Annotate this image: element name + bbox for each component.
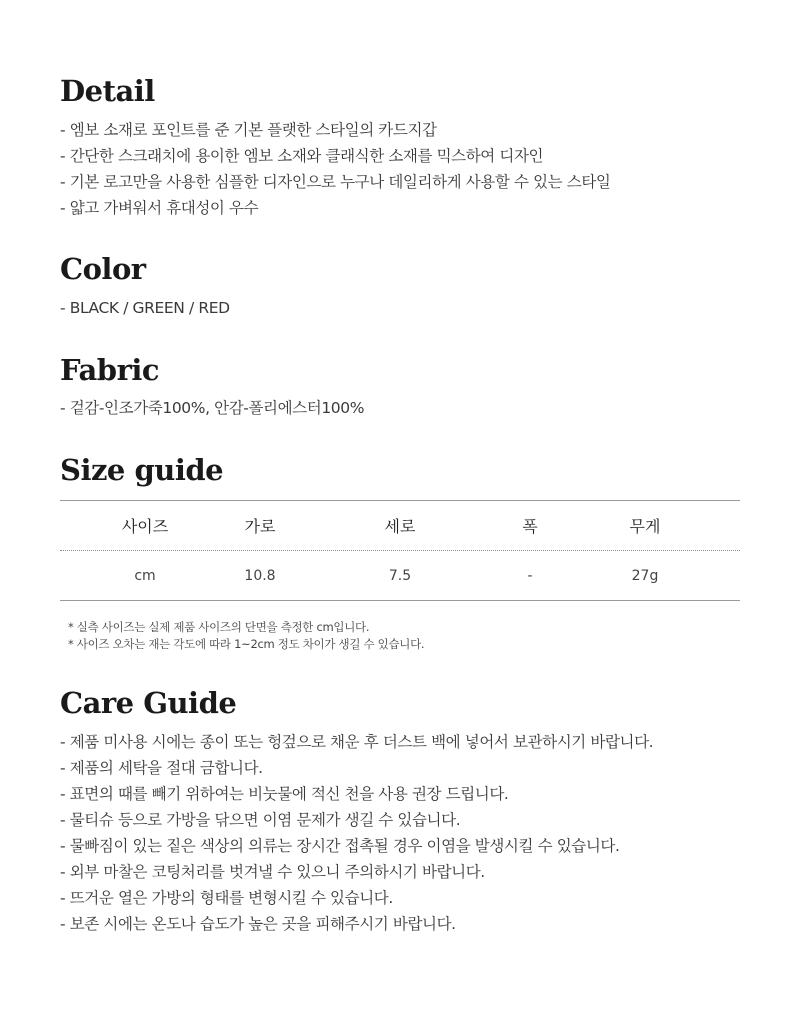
table-row	[60, 551, 740, 600]
cell-width: 10.8	[244, 567, 276, 584]
detail-heading: Detail	[60, 74, 155, 108]
color-list	[60, 295, 230, 321]
color-line: - BLACK / GREEN / RED	[60, 299, 230, 317]
care-line: - 물티슈 등으로 가방을 닦으면 이염 문제가 생길 수 있습니다.	[60, 811, 461, 829]
table-header-row	[60, 501, 740, 550]
header-width: 가로	[244, 517, 276, 536]
header-size: 사이즈	[121, 517, 169, 536]
fabric-list	[60, 395, 364, 421]
color-heading: Color	[60, 252, 146, 286]
care-line: - 물빠짐이 있는 짙은 색상의 의류는 장시간 접촉될 경우 이염을 발생시킬 수 있습니다.	[60, 837, 620, 855]
size-table	[60, 500, 740, 601]
cell-weight: 27g	[631, 567, 659, 584]
care-line: - 뜨거운 열은 가방의 형태를 변형시킬 수 있습니다.	[60, 889, 393, 907]
detail-line: - 얇고 가벼워서 휴대성이 우수	[60, 199, 259, 217]
fabric-heading: Fabric	[60, 353, 160, 387]
care-line: - 외부 마찰은 코팅처리를 벗겨낼 수 있으니 주의하시기 바랍니다.	[60, 863, 485, 881]
care-line: - 제품의 세탁을 절대 금합니다.	[60, 759, 263, 777]
care-line: - 보존 시에는 온도나 습도가 높은 곳을 피해주시기 바랍니다.	[60, 915, 456, 933]
fabric-line: - 겉감-인조가죽100%, 안감-폴리에스터100%	[60, 399, 365, 417]
care-guide-list	[60, 729, 653, 937]
cell-depth: -	[527, 567, 533, 584]
size-note: * 실측 사이즈는 실제 제품 사이즈의 단면을 측정한 cm입니다.	[68, 620, 370, 634]
header-weight: 무게	[629, 517, 661, 536]
header-depth: 폭	[522, 517, 538, 536]
cell-unit: cm	[134, 567, 156, 584]
size-note: * 사이즈 오차는 재는 각도에 따라 1~2cm 정도 차이가 생길 수 있습니다.	[68, 637, 425, 651]
size-guide-heading: Size guide	[60, 453, 224, 487]
detail-line: - 엠보 소재로 포인트를 준 기본 플랫한 스타일의 카드지갑	[60, 121, 437, 139]
care-line: - 제품 미사용 시에는 종이 또는 헝겊으로 채운 후 더스트 백에 넣어서 보관하시기 바랍니다.	[60, 733, 654, 751]
table-bottom-rule	[60, 600, 740, 601]
size-notes	[68, 619, 424, 653]
detail-line: - 기본 로고만을 사용한 심플한 디자인으로 누구나 데일리하게 사용할 수 있는 스타일	[60, 173, 611, 191]
care-guide-heading: Care Guide	[60, 686, 237, 720]
detail-list	[60, 117, 610, 221]
cell-height: 7.5	[388, 567, 412, 584]
detail-line: - 간단한 스크래치에 용이한 엠보 소재와 클래식한 소재를 믹스하여 디자인	[60, 147, 544, 165]
header-height: 세로	[384, 517, 416, 536]
care-line: - 표면의 때를 빼기 위하여는 비눗물에 적신 천을 사용 권장 드립니다.	[60, 785, 509, 803]
